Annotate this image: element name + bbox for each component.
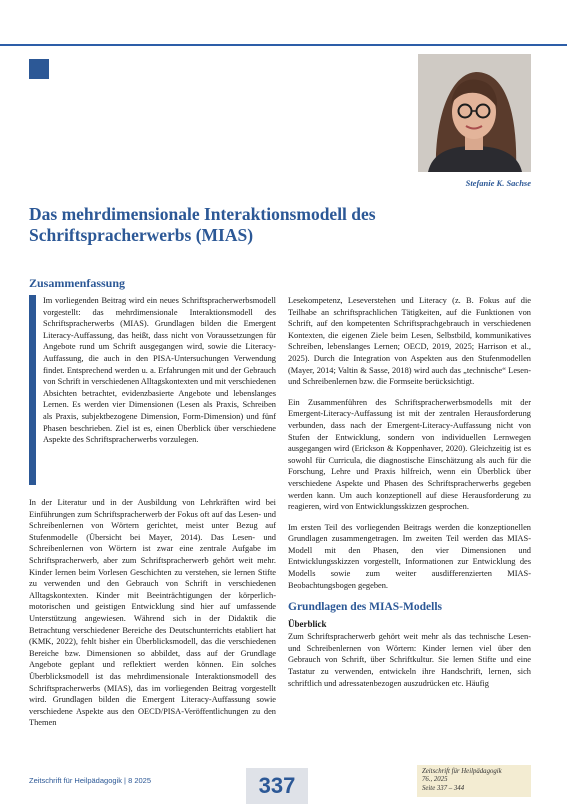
abstract-bar [29,295,36,485]
body-paragraph: Im ersten Teil des vorliegenden Beitrags werden die konzeptionellen Grundlagen zusammengetragen. Im zweiten Teil werden das MIAS-Modell mit den Phasen, den vier Dimensionen und Entwicklungsskizzen vorgestellt, Informationen zur Entwicklung des Modells sowie zum weiter ausdifferenzierten MIAS-Beobachtungsbogen gegeben. [288,522,531,590]
section-heading: Grundlagen des MIAS-Modells [288,601,442,614]
left-column [29,497,276,738]
citation-box [417,765,531,797]
body-paragraph: Lesekompetenz, Leseverstehen und Literacy (z. B. Fokus auf die Teilhabe an schriftsprachlichen Tätigkeiten, auf die Funktionen von Schrift, auf den kompetenten Schriftsprachgebrauch in verschiedenen Kontexten, die eigenen Ziele beim Lesen, Selbstbild, kommunikatives Schreiben, lebenslanges Lernen; OECD, 2019, 2025; Harrison et al., 2025). Durch die Integration von Aspekten aus den Stufenmodellen (Mayer, 2014; Valtin & Sasse, 2018) wird auch das „technische“ Lesen- und Schreibenlernen bzw. die Formseite berücksichtigt. [288,296,531,387]
page-number: 337 [258,773,296,798]
body-paragraph: Ein Zusammenführen des Schriftspracherwerbsmodells mit der Emergent-Literacy-Auffassung ist mit der zentralen Herausforderung verbunden, dass nach der Emergent-Literacy-Auffassung nicht von Stufen der Entwicklung, sondern von individuellen Lernwegen ausgegangen wird (Erickson & Koppenhaver, 2020). Gleichzeitig ist es sowohl für Curricula, die diagnostische Einschätzung als auch für die Forschung, Lehre und Praxis hilfreich, wenn ein Überblick über verschiedene Aspekte und Phasen des Schriftspracherwerbs gegeben werden kann. Um auch konzeptionell auf diese Herausforderung zu reagieren, wird von Entwicklungsskizzen gesprochen. [288,397,531,512]
body-paragraph: In der Literatur und in der Ausbildung von Lehrkräften wird bei Einführungen zum Schriftspracherwerb der Fokus oft auf das Lesen- und Schreibenlernen von Wörtern gerichtet, meist unter Bezug auf Stufenmodelle (Übersicht bei Mayer, 2014). Das Lesen- und Schreibenlernen von Wörtern ist zwar eine zentrale Aufgabe im Schriftspracherwerb, aber zum Schriftspracherwerb gehört weit mehr. Kinder lernen beim Vorlesen Geschichten zu verstehen, sie lernen Stifte zu verwenden und den Gebrauch von Schrift in verschiedenen Alltagskontexten. Kinder mit Beeinträchtigungen der körperlich-motorischen und geistigen Entwicklung sind hier auf umfassende Unterstützung angewiesen. Während sich in der Didaktik die Betrachtung verschiedener Bereiche des Deutschunterrichts etabliert hat (KMK, 2022), fehlt bisher ein Überblicksmodell, das die verschiedenen Bereiche bzw. Dimensionen so abbildet, dass auf der Grundlage Angebote geplant und reflektiert werden können. Ein solches Überblicksmodell ist das mehrdimensionale Interaktionsmodell des Schriftspracherwerbs (MIAS), das im vorliegenden Beitrag vorgestellt wird. Grundlagen bilden die Emergent Literacy-Auffassung sowie verschiedene Aspekte aus den OECD/PISA-Veröffentlichungen zu den Themen [29,498,276,728]
abstract-heading: Zusammenfassung [29,276,126,290]
section-marker-square [29,59,49,79]
author-portrait-image [418,54,531,172]
citation-journal: Zeitschrift für Heilpädagogik [422,768,502,775]
article-title: Das mehrdimensionale Interaktionsmodell des Schriftspracherwerbs (MIAS) [29,204,376,245]
author-photo [418,54,531,172]
abstract-text: Im vorliegenden Beitrag wird ein neues Schriftspracherwerbsmodell vorgestellt: das mehrdimensionale Interaktionsmodell des Schriftspracherwerbs (MIAS). Grundlagen bilden die Emergent Literacy-Auffassung, das heißt, dass nicht von Voraussetzungen für Angebote rund um Schrift ausgegangen wird, sowie die Literacy-Auffassung, die auch in den PISA-Untersuchungen Verwendung findet. Entsprechend werden u. a. Erfahrungen mit und der Gebrauch von Schrift in verschiedenen Alltagskontexten und mit verschiedenen Absichten betrachtet, evidenzbasierte Angebote und lebenslanges Lernen. Es werden vier Dimensionen (Lesen als Praxis, Schreiben als Praxis, subjektbezogene Dimension, Form-Dimension) und fünf Phasen beschrieben. Ziel ist es, einen Überblick über verschiedene Aspekte des Schriftspracherwerbs vorzulegen. [43,296,276,445]
citation-pages: Seite 337 – 344 [422,784,465,792]
page-number-box [246,768,308,804]
body-paragraph: Zum Schriftspracherwerb gehört weit mehr als das technische Lesen- und Schreibenlernen von Wörtern: Kinder lernen viel über den Gebrauch von Schrift, über Schriftkultur. Sie lernen Stifte und eine Tastatur zu verwenden, entwickeln ihre Handschrift, lernen, sich schriftlich und adressatenbezogen auszudrücken etc. Häufig [288,632,531,688]
journal-footer: Zeitschrift für Heilpädagogik | 8 2025 [29,776,152,785]
author-name: Stefanie K. Sachse [465,178,531,188]
header-rule [0,44,567,46]
subsection-heading: Überblick [288,619,327,630]
right-column [288,295,531,698]
citation-volume: 76., 2025 [422,776,448,784]
